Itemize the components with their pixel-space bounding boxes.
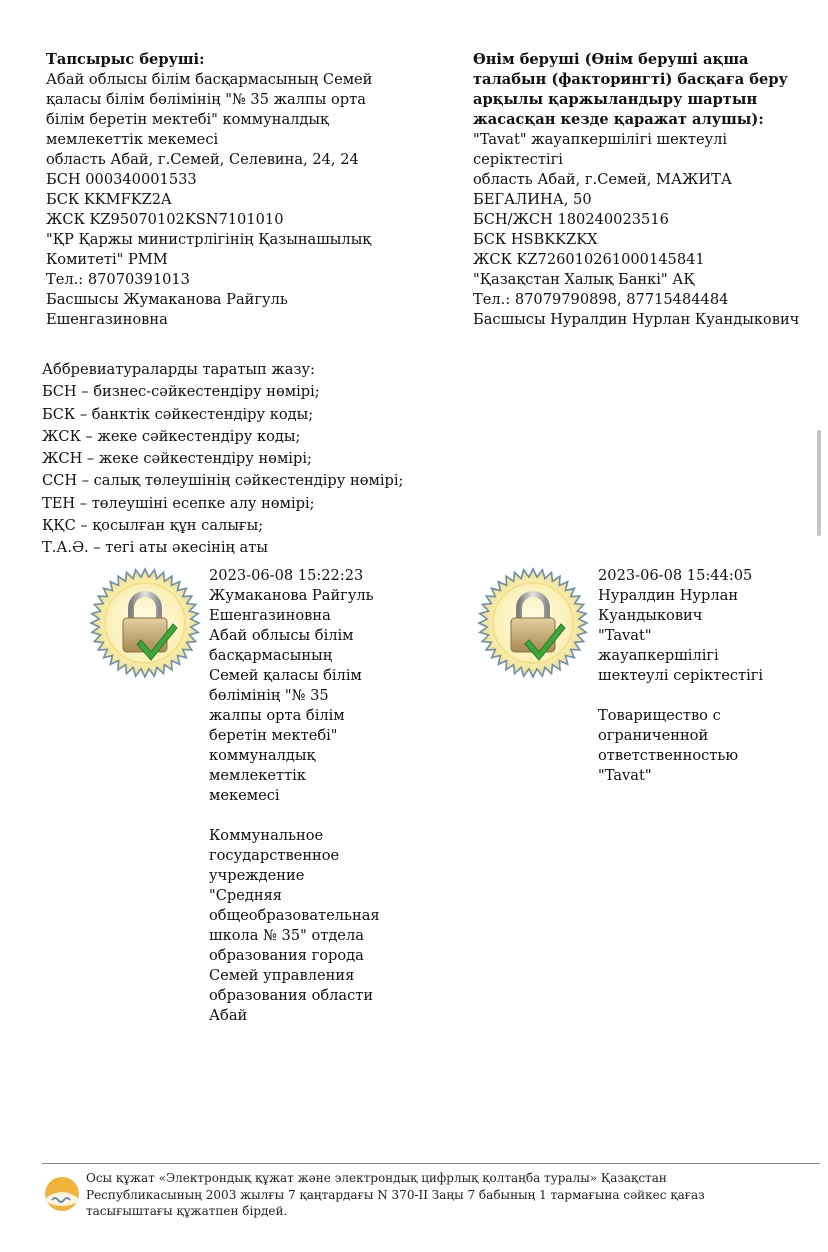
signature-line: шектеулі серіктестігі bbox=[598, 667, 764, 684]
customer-director: Ешенгазиновна bbox=[46, 311, 168, 328]
supplier-phone: Тел.: 87079790898, 87715484484 bbox=[473, 291, 729, 308]
signature-line: жалпы орта білім bbox=[209, 707, 345, 724]
abbreviation-item: ЖСК – жеке сәйкестендіру коды; bbox=[42, 427, 301, 445]
supplier-bin: БСН/ЖСН 180240023516 bbox=[473, 211, 669, 228]
customer-address: область Абай, г.Семей, Селевина, 24, 24 bbox=[46, 151, 359, 168]
customer-phone: Тел.: 87070391013 bbox=[46, 271, 190, 288]
signature-line: "Средняя bbox=[209, 887, 282, 904]
abbreviation-item: ССН – салық төлеушінің сәйкестендіру нөмірі; bbox=[42, 472, 404, 490]
abbreviation-item: ТЕН – төлеушіні есепке алу нөмірі; bbox=[42, 494, 315, 512]
signature-line: Ешенгазиновна bbox=[209, 607, 331, 624]
signature-customer bbox=[209, 566, 380, 1026]
signature-line: Нуралдин Нурлан bbox=[598, 587, 739, 604]
footer-line: тасығыштағы құжатпен бірдей. bbox=[86, 1204, 288, 1218]
signature-line: общеобразовательная bbox=[209, 907, 380, 924]
vertical-scrollbar[interactable] bbox=[817, 430, 821, 536]
footer-line: Республикасының 2003 жылғы 7 қаңтардағы N 370-II Заңы 7 бабының 1 тармағына сәйкес қағаз bbox=[86, 1187, 705, 1202]
customer-details bbox=[46, 50, 372, 330]
signature-line: Куандыкович bbox=[598, 607, 703, 624]
signature-line: Семей қаласы білім bbox=[209, 667, 362, 684]
signature-line: Семей управления bbox=[209, 967, 355, 984]
abbreviations-list bbox=[42, 359, 403, 560]
supplier-heading: жасасқан кезде қаражат алушы): bbox=[473, 111, 764, 128]
customer-line: мемлекеттік мекемесі bbox=[46, 131, 219, 148]
signature-line: образования города bbox=[209, 947, 364, 964]
customer-director: Басшысы Жумаканова Райгуль bbox=[46, 291, 288, 308]
footer-legal-notice bbox=[86, 1170, 705, 1220]
supplier-details bbox=[473, 50, 799, 330]
supplier-line: "Tavat" жауапкершілігі шектеулі bbox=[473, 131, 728, 148]
signature-line: школа № 35" отдела bbox=[209, 927, 364, 944]
abbreviation-item: Т.А.Ә. – тегі аты әкесінің аты bbox=[42, 539, 268, 557]
signature-line: образования области bbox=[209, 987, 374, 1004]
supplier-line: серіктестігі bbox=[473, 151, 563, 168]
abbreviation-item: ҚҚС – қосылған құн салығы; bbox=[42, 517, 264, 535]
signature-line: мекемесі bbox=[209, 787, 280, 804]
supplier-heading: талабын (факторингті) басқаға беру bbox=[473, 71, 788, 88]
customer-line: білім беретін мектебі" коммуналдық bbox=[46, 111, 329, 128]
signature-line: Абай bbox=[209, 1007, 248, 1024]
footer-line: Осы құжат «Электрондық құжат және электрондық цифрлық қолтаңба туралы» Қазақстан bbox=[86, 1171, 667, 1185]
signature-line: бөлімінің "№ 35 bbox=[209, 687, 329, 704]
supplier-address: БЕГАЛИНА, 50 bbox=[473, 191, 592, 208]
signature-timestamp: 2023-06-08 15:22:23 bbox=[209, 567, 364, 584]
supplier-address: область Абай, г.Семей, МАЖИТА bbox=[473, 171, 732, 188]
signature-line: ограниченной bbox=[598, 727, 709, 744]
egov-logo-icon bbox=[44, 1176, 80, 1212]
customer-line: қаласы білім бөлімінің "№ 35 жалпы орта bbox=[46, 91, 366, 108]
customer-line: Абай облысы білім басқармасының Семей bbox=[46, 71, 373, 88]
supplier-director: Басшысы Нуралдин Нурлан Куандыкович bbox=[473, 311, 800, 328]
supplier-heading: арқылы қаржыландыру шартын bbox=[473, 91, 758, 108]
abbreviation-item: БСН – бизнес-сәйкестендіру нөмірі; bbox=[42, 383, 320, 401]
signature-line: ответственностью bbox=[598, 747, 739, 764]
signature-line: "Tavat" bbox=[598, 767, 652, 784]
customer-iic: ЖСК KZ95070102KSN7101010 bbox=[46, 211, 284, 228]
signature-line: Абай облысы білім bbox=[209, 627, 354, 644]
supplier-bic: БСК HSBKKZKX bbox=[473, 231, 598, 248]
signature-line: жауапкершілігі bbox=[598, 647, 719, 664]
signature-line: "Tavat" bbox=[598, 627, 652, 644]
customer-bank: "ҚР Қаржы министрлігінің Қазынашылық bbox=[46, 231, 372, 248]
supplier-heading: Өнім беруші (Өнім беруші ақша bbox=[473, 51, 749, 68]
signature-line: Коммунальное bbox=[209, 827, 324, 844]
signature-line: мемлекеттік bbox=[209, 767, 306, 784]
customer-bank: Комитеті" РММ bbox=[46, 251, 168, 268]
customer-bin: БСН 000340001533 bbox=[46, 171, 197, 188]
supplier-bank: "Қазақстан Халық Банкі" АҚ bbox=[473, 271, 695, 288]
abbreviation-item: БСК – банктік сәйкестендіру коды; bbox=[42, 405, 314, 423]
signature-line: беретін мектебі" bbox=[209, 727, 338, 744]
signature-line: Товарищество с bbox=[598, 707, 721, 724]
signature-supplier bbox=[598, 566, 763, 786]
abbreviation-item: ЖСН – жеке сәйкестендіру нөмірі; bbox=[42, 450, 312, 468]
abbreviations-heading: Аббревиатураларды таратып жазу: bbox=[42, 361, 315, 378]
supplier-iic: ЖСК KZ726010261000145841 bbox=[473, 251, 705, 268]
signature-seal-icon bbox=[89, 564, 201, 682]
signature-line: учреждение bbox=[209, 867, 305, 884]
signature-seal-icon bbox=[477, 564, 589, 682]
customer-heading: Тапсырыс беруші: bbox=[46, 51, 205, 68]
customer-bic: БСК KKMFKZ2A bbox=[46, 191, 172, 208]
signature-timestamp: 2023-06-08 15:44:05 bbox=[598, 567, 753, 584]
footer-divider bbox=[42, 1163, 820, 1164]
signature-line: государственное bbox=[209, 847, 340, 864]
signature-line: Жумаканова Райгуль bbox=[209, 587, 374, 604]
signature-line: коммуналдық bbox=[209, 747, 316, 764]
signature-line: басқармасының bbox=[209, 647, 333, 664]
